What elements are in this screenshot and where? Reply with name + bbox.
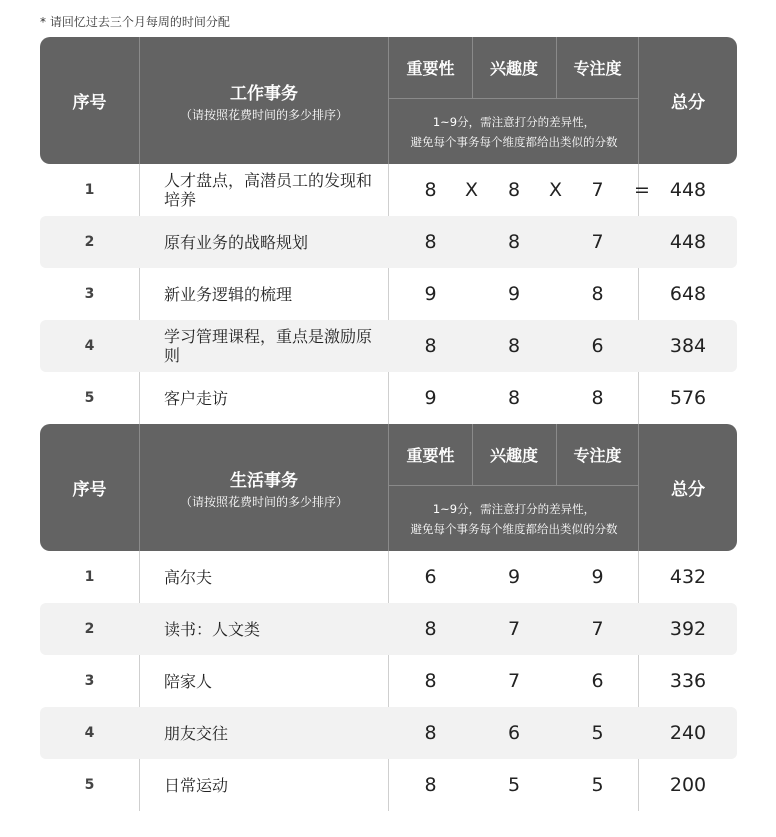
row-interest: 8 bbox=[507, 335, 521, 357]
header-seq: 序号 bbox=[72, 93, 107, 113]
row-task: 人才盘点，高潜员工的发现和培养 bbox=[164, 171, 373, 209]
section-title: 工作事务 bbox=[230, 83, 298, 104]
row-seq: 1 bbox=[84, 182, 95, 198]
row-importance: 8 bbox=[424, 179, 437, 201]
row-task: 客户走访 bbox=[164, 388, 229, 408]
table-row bbox=[40, 372, 737, 424]
row-seq: 5 bbox=[84, 777, 95, 793]
row-importance: 6 bbox=[424, 566, 437, 588]
header-task bbox=[139, 424, 389, 551]
header-score-hint bbox=[389, 99, 639, 164]
row-task: 新业务逻辑的梳理 bbox=[164, 284, 293, 304]
table-row bbox=[40, 268, 737, 320]
row-seq: 2 bbox=[84, 621, 95, 637]
row-importance: 9 bbox=[424, 387, 437, 409]
row-total: 432 bbox=[669, 566, 707, 588]
work-section bbox=[40, 37, 737, 424]
row-interest: 6 bbox=[507, 722, 521, 744]
row-total: 336 bbox=[669, 670, 707, 692]
row-task: 读书：人文类 bbox=[164, 619, 261, 639]
header-importance: 重要性 bbox=[406, 446, 455, 465]
life-section bbox=[40, 424, 737, 811]
score-hint-line2: 避免每个事务每个维度都给出类似的分数 bbox=[410, 521, 618, 536]
score-hint-line1: 1~9分，需注意打分的差异性， bbox=[432, 114, 596, 129]
row-focus: 8 bbox=[591, 283, 604, 305]
row-interest: 7 bbox=[507, 618, 521, 640]
header-total: 总分 bbox=[671, 480, 705, 500]
row-focus: 8 bbox=[591, 387, 604, 409]
header-interest: 兴趣度 bbox=[489, 446, 538, 465]
row-importance: 8 bbox=[424, 722, 437, 744]
row-task: 学习管理课程，重点是激励原则 bbox=[164, 327, 373, 365]
multiply-sign: X bbox=[549, 179, 563, 201]
table-row bbox=[40, 707, 737, 759]
row-seq: 1 bbox=[84, 569, 95, 585]
row-importance: 8 bbox=[424, 618, 437, 640]
table-row bbox=[40, 603, 737, 655]
table-row bbox=[40, 551, 737, 603]
row-total: 200 bbox=[669, 774, 707, 796]
instruction-note: * 请回忆过去三个月每周的时间分配 bbox=[40, 15, 230, 29]
sort-hint: （请按照花费时间的多少排序） bbox=[179, 494, 348, 509]
life-rows bbox=[40, 551, 737, 811]
score-hint-line1: 1~9分，需注意打分的差异性， bbox=[432, 501, 596, 516]
row-focus: 7 bbox=[591, 618, 604, 640]
row-task: 原有业务的战略规划 bbox=[164, 232, 309, 252]
row-interest: 8 bbox=[507, 387, 521, 409]
score-hint-line2: 避免每个事务每个维度都给出类似的分数 bbox=[410, 134, 618, 149]
work-rows bbox=[40, 164, 737, 424]
row-task: 朋友交往 bbox=[164, 723, 229, 743]
table-row bbox=[40, 164, 737, 216]
row-focus: 5 bbox=[591, 722, 604, 744]
header-seq: 序号 bbox=[72, 480, 107, 500]
table-header bbox=[40, 424, 737, 551]
row-importance: 8 bbox=[424, 670, 437, 692]
row-importance: 9 bbox=[424, 283, 437, 305]
row-interest: 5 bbox=[507, 774, 521, 796]
row-interest: 9 bbox=[507, 566, 521, 588]
row-total: 576 bbox=[669, 387, 707, 409]
header-focus: 专注度 bbox=[573, 446, 622, 465]
sort-hint: （请按照花费时间的多少排序） bbox=[179, 107, 348, 122]
row-focus: 6 bbox=[591, 335, 604, 357]
row-focus: 7 bbox=[591, 179, 604, 201]
row-total: 448 bbox=[669, 179, 707, 201]
row-interest: 8 bbox=[507, 231, 521, 253]
table-header bbox=[40, 37, 737, 164]
table-row bbox=[40, 655, 737, 707]
row-total: 392 bbox=[669, 618, 707, 640]
row-total: 240 bbox=[669, 722, 707, 744]
multiply-sign: X bbox=[465, 179, 479, 201]
row-seq: 3 bbox=[84, 286, 95, 302]
row-interest: 9 bbox=[507, 283, 521, 305]
row-total: 448 bbox=[669, 231, 707, 253]
header-importance: 重要性 bbox=[406, 59, 455, 78]
equals-sign: = bbox=[634, 179, 650, 201]
row-seq: 4 bbox=[84, 725, 95, 741]
header-focus: 专注度 bbox=[573, 59, 622, 78]
row-focus: 9 bbox=[591, 566, 604, 588]
row-interest: 8 bbox=[507, 179, 521, 201]
row-seq: 2 bbox=[84, 234, 95, 250]
header-total: 总分 bbox=[671, 93, 705, 113]
section-title: 生活事务 bbox=[230, 470, 298, 491]
row-importance: 8 bbox=[424, 231, 437, 253]
header-interest: 兴趣度 bbox=[489, 59, 538, 78]
header-score-hint bbox=[389, 486, 639, 551]
row-focus: 6 bbox=[591, 670, 604, 692]
row-interest: 7 bbox=[507, 670, 521, 692]
row-seq: 4 bbox=[84, 338, 95, 354]
row-focus: 5 bbox=[591, 774, 604, 796]
row-task: 日常运动 bbox=[164, 775, 229, 795]
row-importance: 8 bbox=[424, 774, 437, 796]
row-task: 陪家人 bbox=[164, 671, 213, 691]
row-importance: 8 bbox=[424, 335, 437, 357]
row-seq: 3 bbox=[84, 673, 95, 689]
table-row bbox=[40, 320, 737, 372]
header-task bbox=[139, 37, 389, 164]
table-row bbox=[40, 216, 737, 268]
row-total: 384 bbox=[669, 335, 707, 357]
table-row bbox=[40, 759, 737, 811]
row-total: 648 bbox=[669, 283, 707, 305]
row-seq: 5 bbox=[84, 390, 95, 406]
row-focus: 7 bbox=[591, 231, 604, 253]
row-task: 高尔夫 bbox=[164, 567, 213, 587]
